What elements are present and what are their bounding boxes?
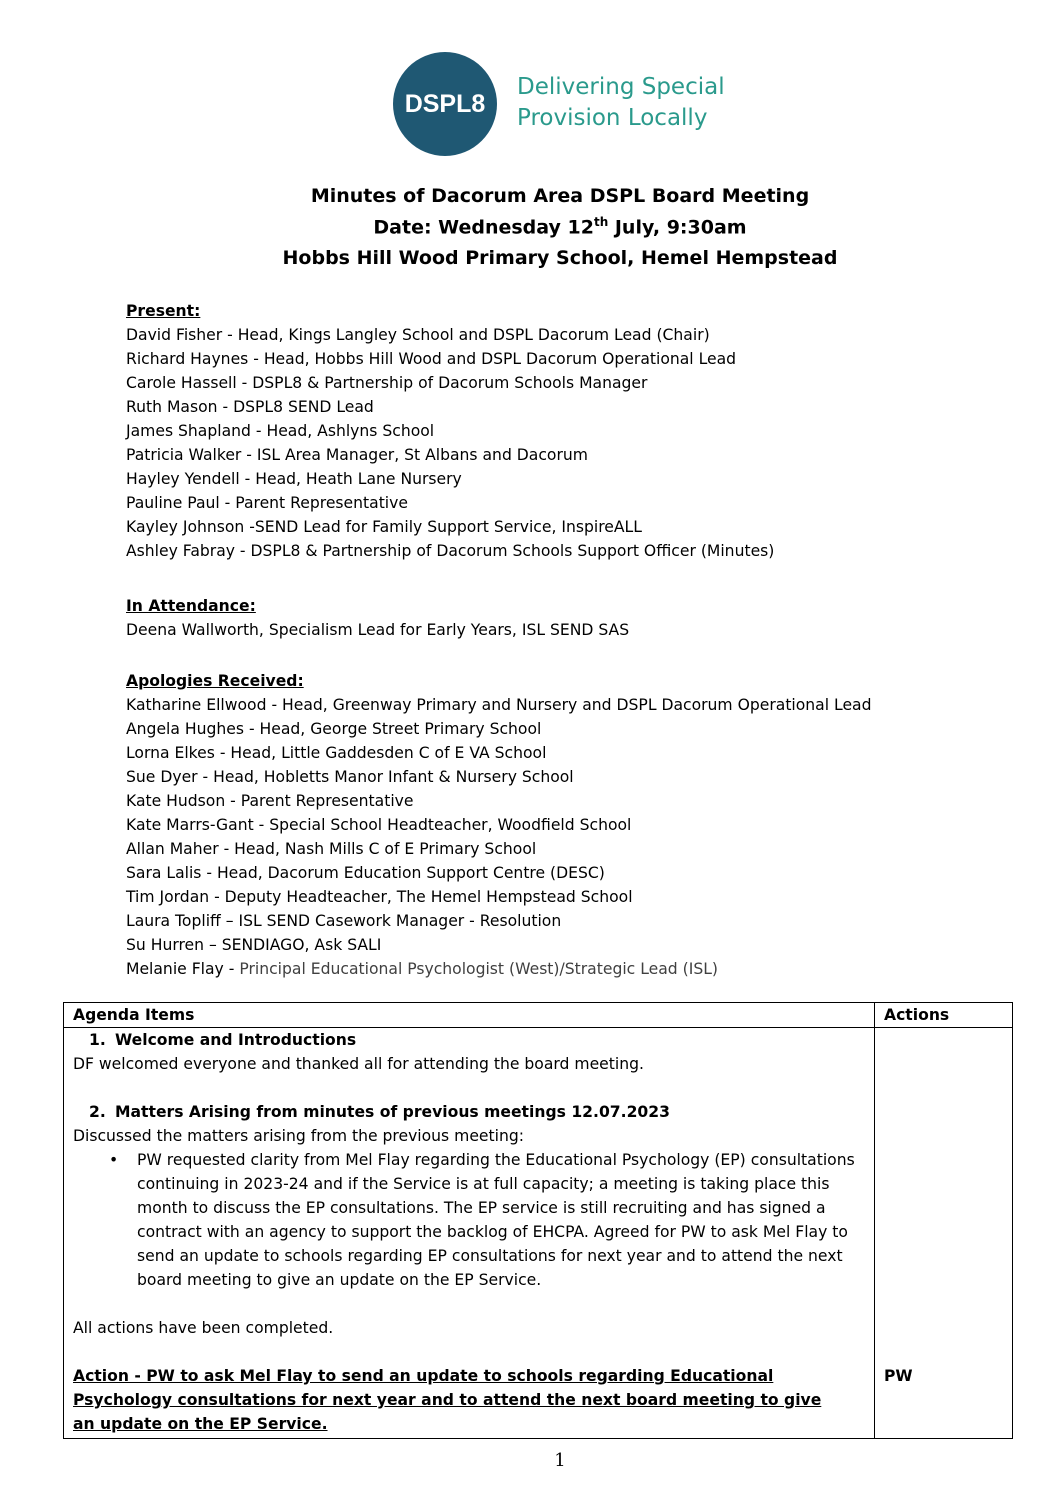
present-item: Richard Haynes - Head, Hobbs Hill Wood and DSPL Dacorum Operational Lead [126,350,737,368]
agenda-items-header: Agenda Items [64,1003,875,1028]
apology-item: Allan Maher - Head, Nash Mills C of E Primary School [126,840,537,858]
apology-item: Laura Topliff – ISL SEND Casework Manager - Resolution [126,912,562,930]
item-1-title: Welcome and Introductions [115,1031,357,1049]
present-item: Kayley Johnson -SEND Lead for Family Support Service, InspireALL [126,518,642,536]
apologies-heading: Apologies Received: [126,672,304,690]
present-item: Carole Hassell - DSPL8 & Partnership of Dacorum Schools Manager [126,374,648,392]
meeting-date [0,215,1058,238]
item-1-text: DF welcomed everyone and thanked all for attending the board meeting. [73,1055,644,1073]
apology-item [126,957,872,981]
dspl8-logo [393,52,733,156]
item-2-bullets [73,1148,874,1292]
item-1-heading [73,1028,874,1052]
apology-item: Sara Lalis - Head, Dacorum Education Support Centre (DESC) [126,864,605,882]
apology-role: Principal Educational Psychologist (West)/Strategic Lead (ISL) [239,960,718,978]
spacer [73,1292,874,1316]
item-2-heading [73,1100,874,1124]
logo-wordmark [517,72,725,134]
apology-item: Kate Marrs-Gant - Special School Headteacher, Woodfield School [126,816,632,834]
date-suffix: July, 9:30am [608,216,747,239]
present-item: Hayley Yendell - Head, Heath Lane Nursery [126,470,462,488]
present-item: Pauline Paul - Parent Representative [126,494,408,512]
apology-item: Angela Hughes - Head, George Street Primary School [126,720,542,738]
item-2-title: Matters Arising from minutes of previous meetings 12.07.2023 [115,1103,670,1121]
document-title: Minutes of Dacorum Area DSPL Board Meeting [310,185,810,207]
action-owner: PW [884,1367,913,1385]
actions-header: Actions [875,1003,1013,1028]
apologies-section [126,669,872,981]
present-section [126,299,774,563]
agenda-cell [64,1028,875,1439]
apology-item: Sue Dyer - Head, Hobletts Manor Infant & Nursery School [126,768,574,786]
apology-item: Su Hurren – SENDIAGO, Ask SALI [126,936,382,954]
logo-line-1: Delivering Special [517,74,725,100]
bullet-icon: • [109,1151,119,1169]
logo-line-2: Provision Locally [517,105,708,131]
present-item: Ashley Fabray - DSPL8 & Partnership of Dacorum Schools Support Officer (Minutes) [126,542,775,560]
present-item: Patricia Walker - ISL Area Manager, St Albans and Dacorum [126,446,588,464]
present-item: James Shapland - Head, Ashlyns School [126,422,435,440]
attendance-item: Deena Wallworth, Specialism Lead for Early Years, ISL SEND SAS [126,621,630,639]
list-item [73,1148,857,1292]
table-row [64,1028,1013,1439]
present-item: Ruth Mason - DSPL8 SEND Lead [126,398,374,416]
date-prefix: Date: Wednesday 12 [373,216,594,239]
meeting-venue: Hobbs Hill Wood Primary School, Hemel Hempstead [282,247,838,269]
item-2-completed: All actions have been completed. [73,1319,334,1337]
apology-item: Lorna Elkes - Head, Little Gaddesden C of E VA School [126,744,547,762]
apology-item: Katharine Ellwood - Head, Greenway Primary and Nursery and DSPL Dacorum Operational Lead [126,696,872,714]
spacer [73,1340,874,1364]
item-1-number: 1. [89,1031,106,1049]
apology-item: Kate Hudson - Parent Representative [126,792,414,810]
page-number: 1 [554,1450,566,1471]
bullet-text: PW requested clarity from Mel Flay regarding the Educational Psychology (EP) consultations continuing in 2023-24 and if the Service is at full capacity; a meeting is taking place this month to discuss the EP consultations. The EP service is still recruiting and has signed a contract with an agency to support the backlog of EHCPA. Agreed for PW to ask Mel Flay to send an update to schools regarding EP consultations for next year and to attend the next board meeting to give an update on the EP Service. [137,1151,855,1289]
present-heading: Present: [126,302,201,320]
apology-name: Melanie Flay - [126,960,240,978]
item-2-intro: Discussed the matters arising from the previous meeting: [73,1127,525,1145]
agenda-table [63,1002,1013,1439]
present-item: David Fisher - Head, Kings Langley School and DSPL Dacorum Lead (Chair) [126,326,710,344]
date-suffix-sup: th [593,215,609,229]
apology-item: Tim Jordan - Deputy Headteacher, The Hemel Hempstead School [126,888,633,906]
logo-mark: DSPL8 [393,52,497,156]
table-header-row [64,1003,1013,1028]
item-2-number: 2. [89,1103,106,1121]
actions-cell [875,1028,1013,1439]
attendance-heading: In Attendance: [126,597,256,615]
spacer [884,1028,1012,1364]
spacer [73,1076,874,1100]
attendance-section [126,594,629,642]
item-2-action: Action - PW to ask Mel Flay to send an update to schools regarding Educational Psychology consultations for next year and to attend the next board meeting to give an update on the EP Service. [73,1367,822,1433]
